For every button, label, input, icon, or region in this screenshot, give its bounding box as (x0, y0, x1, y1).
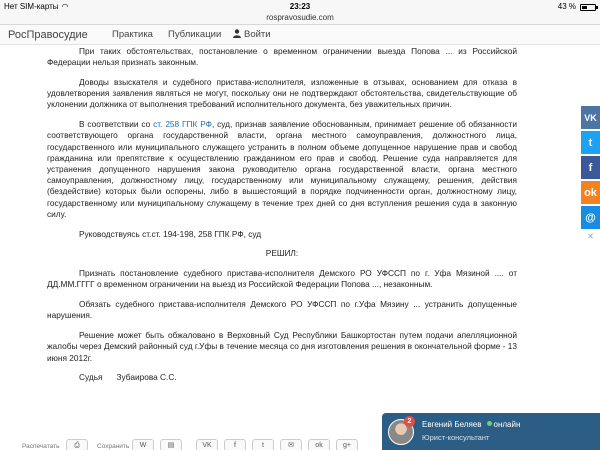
save-pdf-button[interactable] (160, 439, 182, 450)
word-icon: W (139, 442, 147, 449)
google-plus-icon: g+ (343, 442, 351, 449)
mail-icon: @ (585, 211, 596, 224)
vk-share-button[interactable] (581, 106, 600, 129)
online-status-icon (487, 421, 492, 426)
share-twitter-button[interactable] (252, 439, 274, 450)
paragraph: Признать постановление судебного пристава-исполнителя Демского РО УФССП по г. Уфа Мязиной .... от ДД.ММ.ГГГГ о временном ограничении на выезд из Российской Федерации Попова ..., незаконным. (47, 268, 517, 290)
wifi-icon: ◠ (61, 2, 69, 11)
vk-icon: VK (584, 112, 597, 123)
odnoklassniki-share-button[interactable] (581, 181, 600, 204)
consultant-role: Юрист-консультант (422, 433, 490, 442)
lawyer-chat-widget[interactable] (382, 413, 600, 450)
law-link[interactable]: ст. 258 ГПК РФ (153, 119, 212, 130)
share-mail-button[interactable] (280, 439, 302, 450)
address-bar[interactable] (0, 13, 600, 25)
nav-login[interactable] (233, 25, 271, 45)
bottom-share-row (0, 437, 380, 450)
status-bar (0, 0, 600, 13)
url-text: rospravosudie.com (266, 13, 334, 22)
carrier-label: Нет SIM-карты ◠ (4, 2, 69, 11)
share-ok-button[interactable] (308, 439, 330, 450)
pdf-icon: ▤ (167, 442, 175, 449)
paragraph: Руководствуясь ст.ст. 194-198, 258 ГПК РФ, суд (79, 228, 262, 239)
battery-icon (580, 4, 596, 11)
mail-icon: ✉ (288, 442, 294, 449)
mail-share-button[interactable] (581, 206, 600, 229)
paragraph: В соответствии со ст. 258 ГПК РФ, суд, признав заявление обоснованным, принимает решение об обязанности соответствующего органа государственной власти, органа местного самоуправления, должностного лица, государственного или муниципального служащего устранить в полном объеме допущенное нарушение прав и свобод гражданина или препятствие к осуществлению гражданином его прав и свобод. Решение суда направляется для устранения допущенного нарушения закона руководителю органа государственной власти, органа местного самоуправления, должностному лицу, государственному или муниципальному служащему, решения, действия (бездействие) которых были оспорены, либо в вышестоящий в порядке подчиненности орган, должностному лицу, государственному или муниципальному служащему в течение трех дней со дня вступления решения суда в законную силу. (47, 119, 517, 219)
close-sidebar-button[interactable] (581, 231, 600, 241)
judge-signature: Судья Зубаирова С.С. (79, 372, 177, 383)
paragraph: При таких обстоятельствах, постановление о временном ограничении выезда Попова ... из Российской Федерации нельзя признать законным. (47, 46, 517, 68)
twitter-share-button[interactable] (581, 131, 600, 154)
print-button[interactable] (66, 439, 88, 450)
social-share-sidebar (581, 106, 600, 243)
decision-heading: РЕШИЛ: (265, 248, 299, 259)
user-icon (233, 29, 241, 38)
share-facebook-button[interactable] (224, 439, 246, 450)
nav-publications[interactable]: Публикации (168, 29, 222, 40)
clock: 23:23 (289, 2, 311, 11)
decision-text (47, 46, 517, 392)
paragraph: Доводы взыскателя и судебного пристава-исполнителя, изложенные в отзывах, основанием для отказа в удовлетворения заявления являться не могут, поскольку они не подтверждают обстоятельства, свидетельствующие об уклонении должника от выполнения требований исполнительного документа, без уважительных причин. (47, 77, 517, 110)
printer-icon: ⎙ (74, 442, 80, 449)
facebook-icon: f (234, 442, 236, 449)
twitter-icon: t (262, 442, 264, 449)
paragraph: Обязать судебного пристава-исполнителя Демского РО УФССП по г.Уфа Мязину ... устранить допущенные нарушения. (47, 299, 517, 321)
site-logo[interactable]: РосПравосудие (8, 29, 88, 41)
save-label: Сохранить (97, 443, 130, 450)
twitter-icon: t (588, 136, 593, 149)
nav-login-label: Войти (244, 29, 271, 40)
paragraph: Решение может быть обжаловано в Верховный Суд Республики Башкортостан путем подачи апелляционной жалобы через Демский районный суд г.Уфы в течение месяца со дня изготовления решения в окончательной форме - 13 июня 2012г. (47, 330, 517, 363)
odnoklassniki-icon: ok (584, 186, 597, 199)
consultant-name-row: Евгений Беляев онлайн (422, 420, 521, 429)
unread-badge: 2 (404, 416, 415, 427)
odnoklassniki-icon: ok (315, 442, 323, 449)
save-doc-button[interactable] (132, 439, 154, 450)
share-vk-button[interactable] (196, 439, 218, 450)
facebook-share-button[interactable] (581, 156, 600, 179)
close-icon: ✕ (587, 231, 594, 241)
share-gplus-button[interactable] (336, 439, 358, 450)
nav-practice[interactable]: Практика (112, 29, 153, 40)
battery-percent: 43 % (557, 2, 576, 11)
facebook-icon: f (588, 161, 593, 174)
online-status-label: онлайн (493, 420, 521, 429)
vk-icon: VK (202, 442, 212, 449)
site-header (0, 25, 600, 45)
print-label: Распечатать (22, 443, 60, 450)
